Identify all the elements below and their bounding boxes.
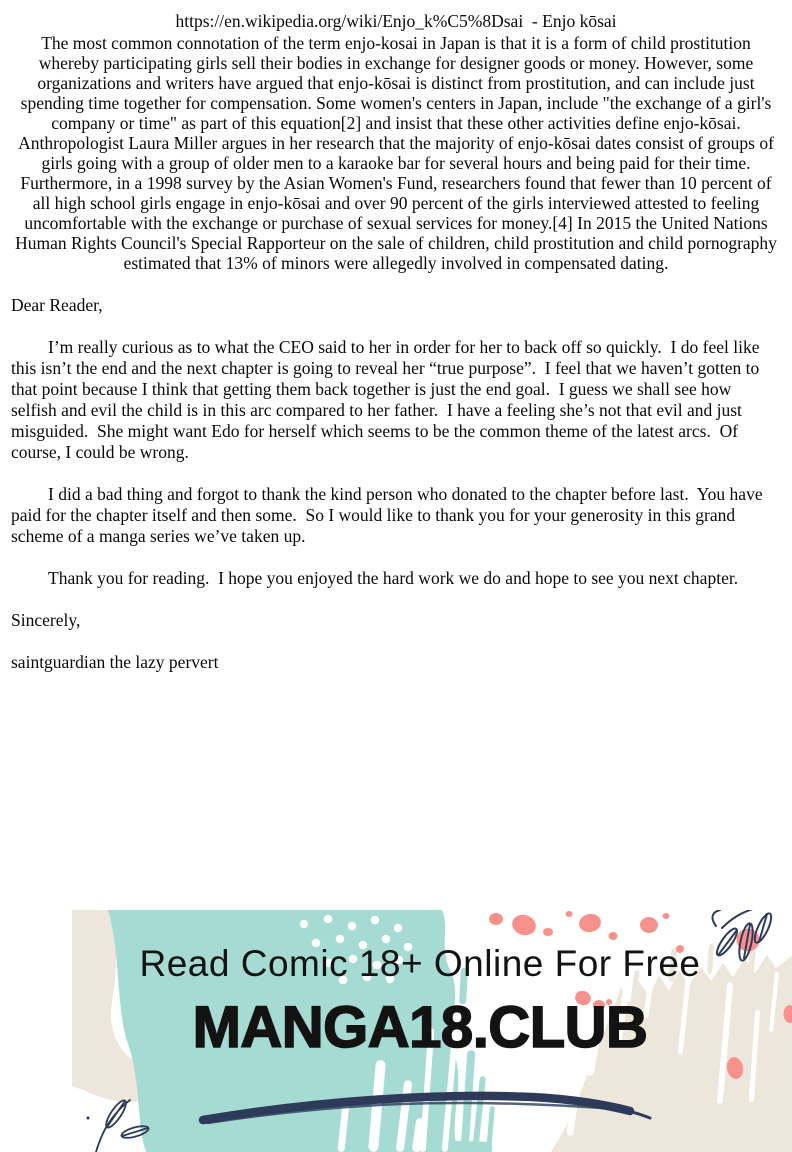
letter-closing: Sincerely, <box>11 610 81 630</box>
letter-paragraph-1: I’m really curious as to what the CEO said to her in order for her to back off so quickly. I do feel like this isn’t the end and the next chapter is going to reveal her “true purpose”. I feel that we haven’t gotten to that point because I think that getting them back together is just the end goal. I guess we shall see how selfish and evil the child is in this arc compared to her father. I have a feeling she’s not that evil and just misguided. She might want Edo for herself which seems to be the common theme of the latest arcs. Of course, I could be wrong. <box>11 337 764 462</box>
banner-tagline: Read Comic 18+ Online For Free <box>139 943 701 984</box>
reader-letter <box>11 295 781 673</box>
letter-paragraph-3: Thank you for reading. I hope you enjoyed the hard work we do and hope to see you next chapter. <box>48 568 739 588</box>
letter-salutation: Dear Reader, <box>11 295 103 315</box>
manga18-club-banner <box>72 910 792 1152</box>
letter-signature: saintguardian the lazy pervert <box>11 652 219 672</box>
source-url-line: https://en.wikipedia.org/wiki/Enjo_k%C5%8Dsai - Enjo kōsai <box>175 11 617 31</box>
wiki-excerpt: The most common connotation of the term enjo-kosai in Japan is that it is a form of child prostitution whereby participating girls sell their bodies in exchange for designer goods or money. However, some organizations and writers have argued that enjo-kōsai is distinct from prostitution, and can include just spending time together for compensation. Some women's centers in Japan, include "the exchange of a girl's company or time" as part of this equation[2] and insist that these other activities define enjo-kōsai. Anthropologist Laura Miller argues in her research that the majority of enjo-kōsai dates consist of groups of girls going with a group of older men to a karaoke bar for several hours and being paid for their time. Furthermore, in a 1998 survey by the Asian Women's Fund, researchers found that fewer than 10 percent of all high school girls engage in enjo-kōsai and over 90 percent of the girls interviewed attested to feeling uncomfortable with the exchange or purchase of sexual services for money.[4] In 2015 the United Nations Human Rights Council's Special Rapporteur on the sale of children, child prostitution and child pornography estimated that 13% of minors were allegedly involved in compensated dating. <box>15 33 777 273</box>
banner-site-name: MANGA18.CLUB <box>192 995 648 1060</box>
letter-paragraph-2: I did a bad thing and forgot to thank the kind person who donated to the chapter before last. You have paid for the chapter itself and then some. So I would like to thank you for your generosity in this grand scheme of a manga series we’ve taken up. <box>11 484 767 546</box>
